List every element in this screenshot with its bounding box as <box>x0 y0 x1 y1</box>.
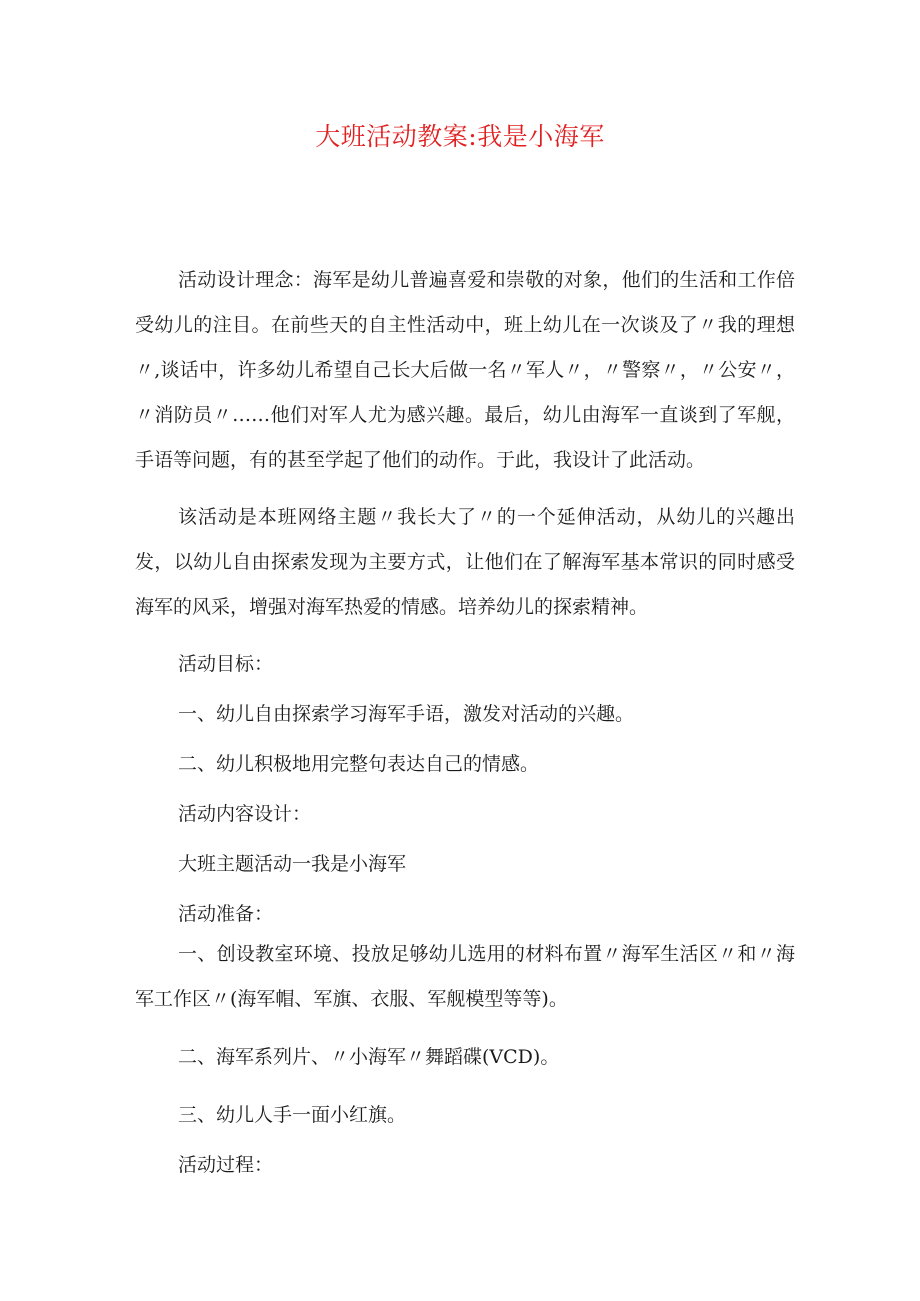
activity-extension-paragraph: 该活动是本班网络主题〃我长大了〃的一个延伸活动，从幼儿的兴趣出发，以幼儿自由探索发现为主要方式，让他们在了解海军基本常识的同时感受海军的风采，增强对海军热爱的情感。培养幼儿的探索精神。 <box>135 506 795 618</box>
preparation-item-1: 一、创设教室环境、投放足够幼儿选用的材料布置〃海军生活区〃和〃海军工作区〃(海军帽、军旗、衣服、军舰模型等等)。 <box>135 943 795 1010</box>
goal-item-1: 一、幼儿自由探索学习海军手语，激发对活动的兴趣。 <box>178 703 635 725</box>
goals-heading: 活动目标： <box>178 653 274 675</box>
preparation-item-2: 二、海军系列片、〃小海军〃舞蹈碟(VCD)。 <box>178 1046 560 1068</box>
design-rationale-paragraph: 活动设计理念：海军是幼儿普遍喜爱和崇敬的对象，他们的生活和工作倍受幼儿的注目。在前些天的自主性活动中，班上幼儿在一次谈及了〃我的理想〃,谈话中，许多幼儿希望自己长大后做一名〃军人〃，〃警察〃，〃公安〃，〃消防员〃……他们对军人尤为感兴趣。最后，幼儿由海军一直谈到了军舰，手语等问题，有的甚至学起了他们的动作。于此，我设计了此活动。 <box>135 269 795 471</box>
content-heading: 活动内容设计： <box>178 803 312 825</box>
content-line: 大班主题活动一我是小海军 <box>178 853 407 875</box>
preparation-item-3: 三、幼儿人手一面小红旗。 <box>178 1104 407 1126</box>
goal-item-2: 二、幼儿积极地用完整句表达自己的情感。 <box>178 753 540 775</box>
preparation-heading: 活动准备： <box>178 903 274 925</box>
process-heading: 活动过程： <box>178 1154 274 1176</box>
document-title: 大班活动教案:我是小海军 <box>315 122 605 151</box>
